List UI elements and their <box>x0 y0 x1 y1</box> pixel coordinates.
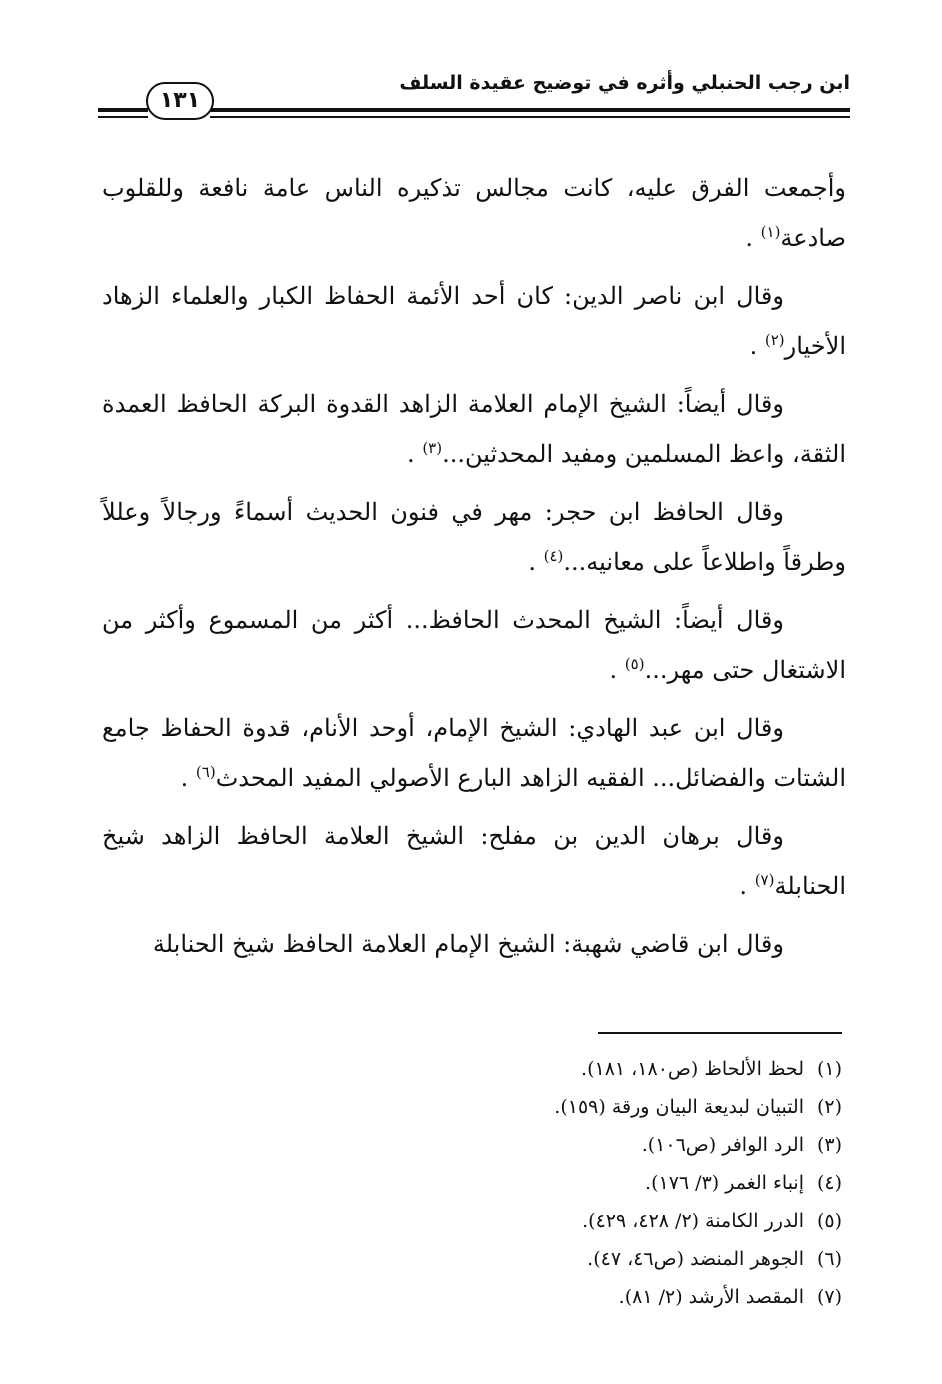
footnote-separator <box>598 1032 842 1034</box>
paragraph-4 <box>102 487 846 587</box>
paragraph-5 <box>102 595 846 695</box>
footnote-ref: (٥) <box>624 655 645 673</box>
header-rule-thick <box>210 108 850 112</box>
page-header <box>98 60 850 130</box>
footnote-ref: (٢) <box>764 331 785 349</box>
paragraph-end: . <box>745 224 753 252</box>
paragraph-text: وأجمعت الفرق عليه، كانت مجالس تذكيره الناس عامة نافعة وللقلوب صادعة <box>102 174 846 252</box>
footnote-text: الجوهر المنضد (ص٤٦، ٤٧). <box>587 1248 804 1270</box>
paragraph-end: . <box>180 764 189 792</box>
paragraph-end: . <box>749 332 758 360</box>
paragraph-text: وقال برهان الدين بن مفلح: الشيخ العلامة الحافظ الزاهد شيخ الحنابلة <box>102 822 846 900</box>
header-rule-left-thin <box>98 116 148 118</box>
footnote-number: (٢) <box>816 1096 842 1118</box>
header-rule-thin <box>210 116 850 118</box>
paragraph-7 <box>102 811 846 911</box>
footnote-item <box>242 1240 842 1278</box>
footnote-number: (٧) <box>816 1286 842 1308</box>
paragraph-text: وقال أيضاً: الشيخ المحدث الحافظ... أكثر من المسموع وأكثر من الاشتغال حتى مهر... <box>102 606 846 684</box>
footnote-ref: (١) <box>760 223 781 241</box>
footnote-number: (٣) <box>816 1134 842 1156</box>
footnote-item <box>242 1164 842 1202</box>
footnote-item <box>242 1088 842 1126</box>
footnote-ref: (٤) <box>543 547 564 565</box>
main-text <box>102 163 846 977</box>
footnote-text: الدرر الكامنة (٢/ ٤٢٨، ٤٢٩). <box>582 1210 804 1232</box>
paragraph-end: . <box>528 548 536 576</box>
footnote-number: (٦) <box>816 1248 842 1270</box>
paragraph-6 <box>102 703 846 803</box>
header-rule-left-thick <box>98 108 148 112</box>
footnote-ref: (٦) <box>195 763 216 781</box>
paragraph-text: وقال ابن عبد الهادي: الشيخ الإمام، أوحد الأنام، قدوة الحفاظ جامع الشتات والفضائل... الفقيه الزاهد البارع الأصولي المفيد المحدث <box>102 714 846 792</box>
paragraph-text: وقال ابن ناصر الدين: كان أحد الأئمة الحفاظ الكبار والعلماء الزهاد الأخيار <box>102 282 846 360</box>
paragraph-8 <box>102 919 846 969</box>
footnote-text: المقصد الأرشد (٢/ ٨١). <box>618 1286 804 1308</box>
paragraph-end: . <box>407 440 415 468</box>
footnote-item <box>242 1278 842 1316</box>
footnote-ref: (٣) <box>422 439 443 457</box>
footnote-item <box>242 1050 842 1088</box>
paragraph-1 <box>102 163 846 263</box>
footnote-text: لحظ الألحاظ (ص١٨٠، ١٨١). <box>581 1058 804 1080</box>
paragraph-end: . <box>609 656 618 684</box>
footnote-item <box>242 1126 842 1164</box>
footnote-text: إنباء الغمر (٣/ ١٧٦). <box>645 1172 804 1194</box>
paragraph-text: وقال ابن قاضي شهبة: الشيخ الإمام العلامة الحافظ شيخ الحنابلة <box>152 930 784 958</box>
paragraph-text: وقال أيضاً: الشيخ الإمام العلامة الزاهد القدوة البركة الحافظ العمدة الثقة، واعظ المسلمين ومفيد المحدثين... <box>102 390 846 468</box>
footnote-ref: (٧) <box>754 871 775 889</box>
page-number: ١٣١ <box>146 82 214 120</box>
footnote-text: التبيان لبديعة البيان ورقة (١٥٩). <box>554 1096 804 1118</box>
footnote-item <box>242 1202 842 1240</box>
footnote-number: (٤) <box>816 1172 842 1194</box>
running-title: ابن رجب الحنبلي وأثره في توضيح عقيدة السلف <box>399 72 850 94</box>
paragraph-2 <box>102 271 846 371</box>
paragraph-text: وقال الحافظ ابن حجر: مهر في فنون الحديث أسماءً ورجالاً وعللاً وطرقاً واطلاعاً على معانيه... <box>102 498 846 576</box>
footnote-number: (٥) <box>816 1210 842 1232</box>
paragraph-end: . <box>739 872 748 900</box>
footnotes <box>242 1050 842 1316</box>
footnote-text: الرد الوافر (ص١٠٦). <box>641 1134 804 1156</box>
footnote-number: (١) <box>816 1058 842 1080</box>
paragraph-3 <box>102 379 846 479</box>
